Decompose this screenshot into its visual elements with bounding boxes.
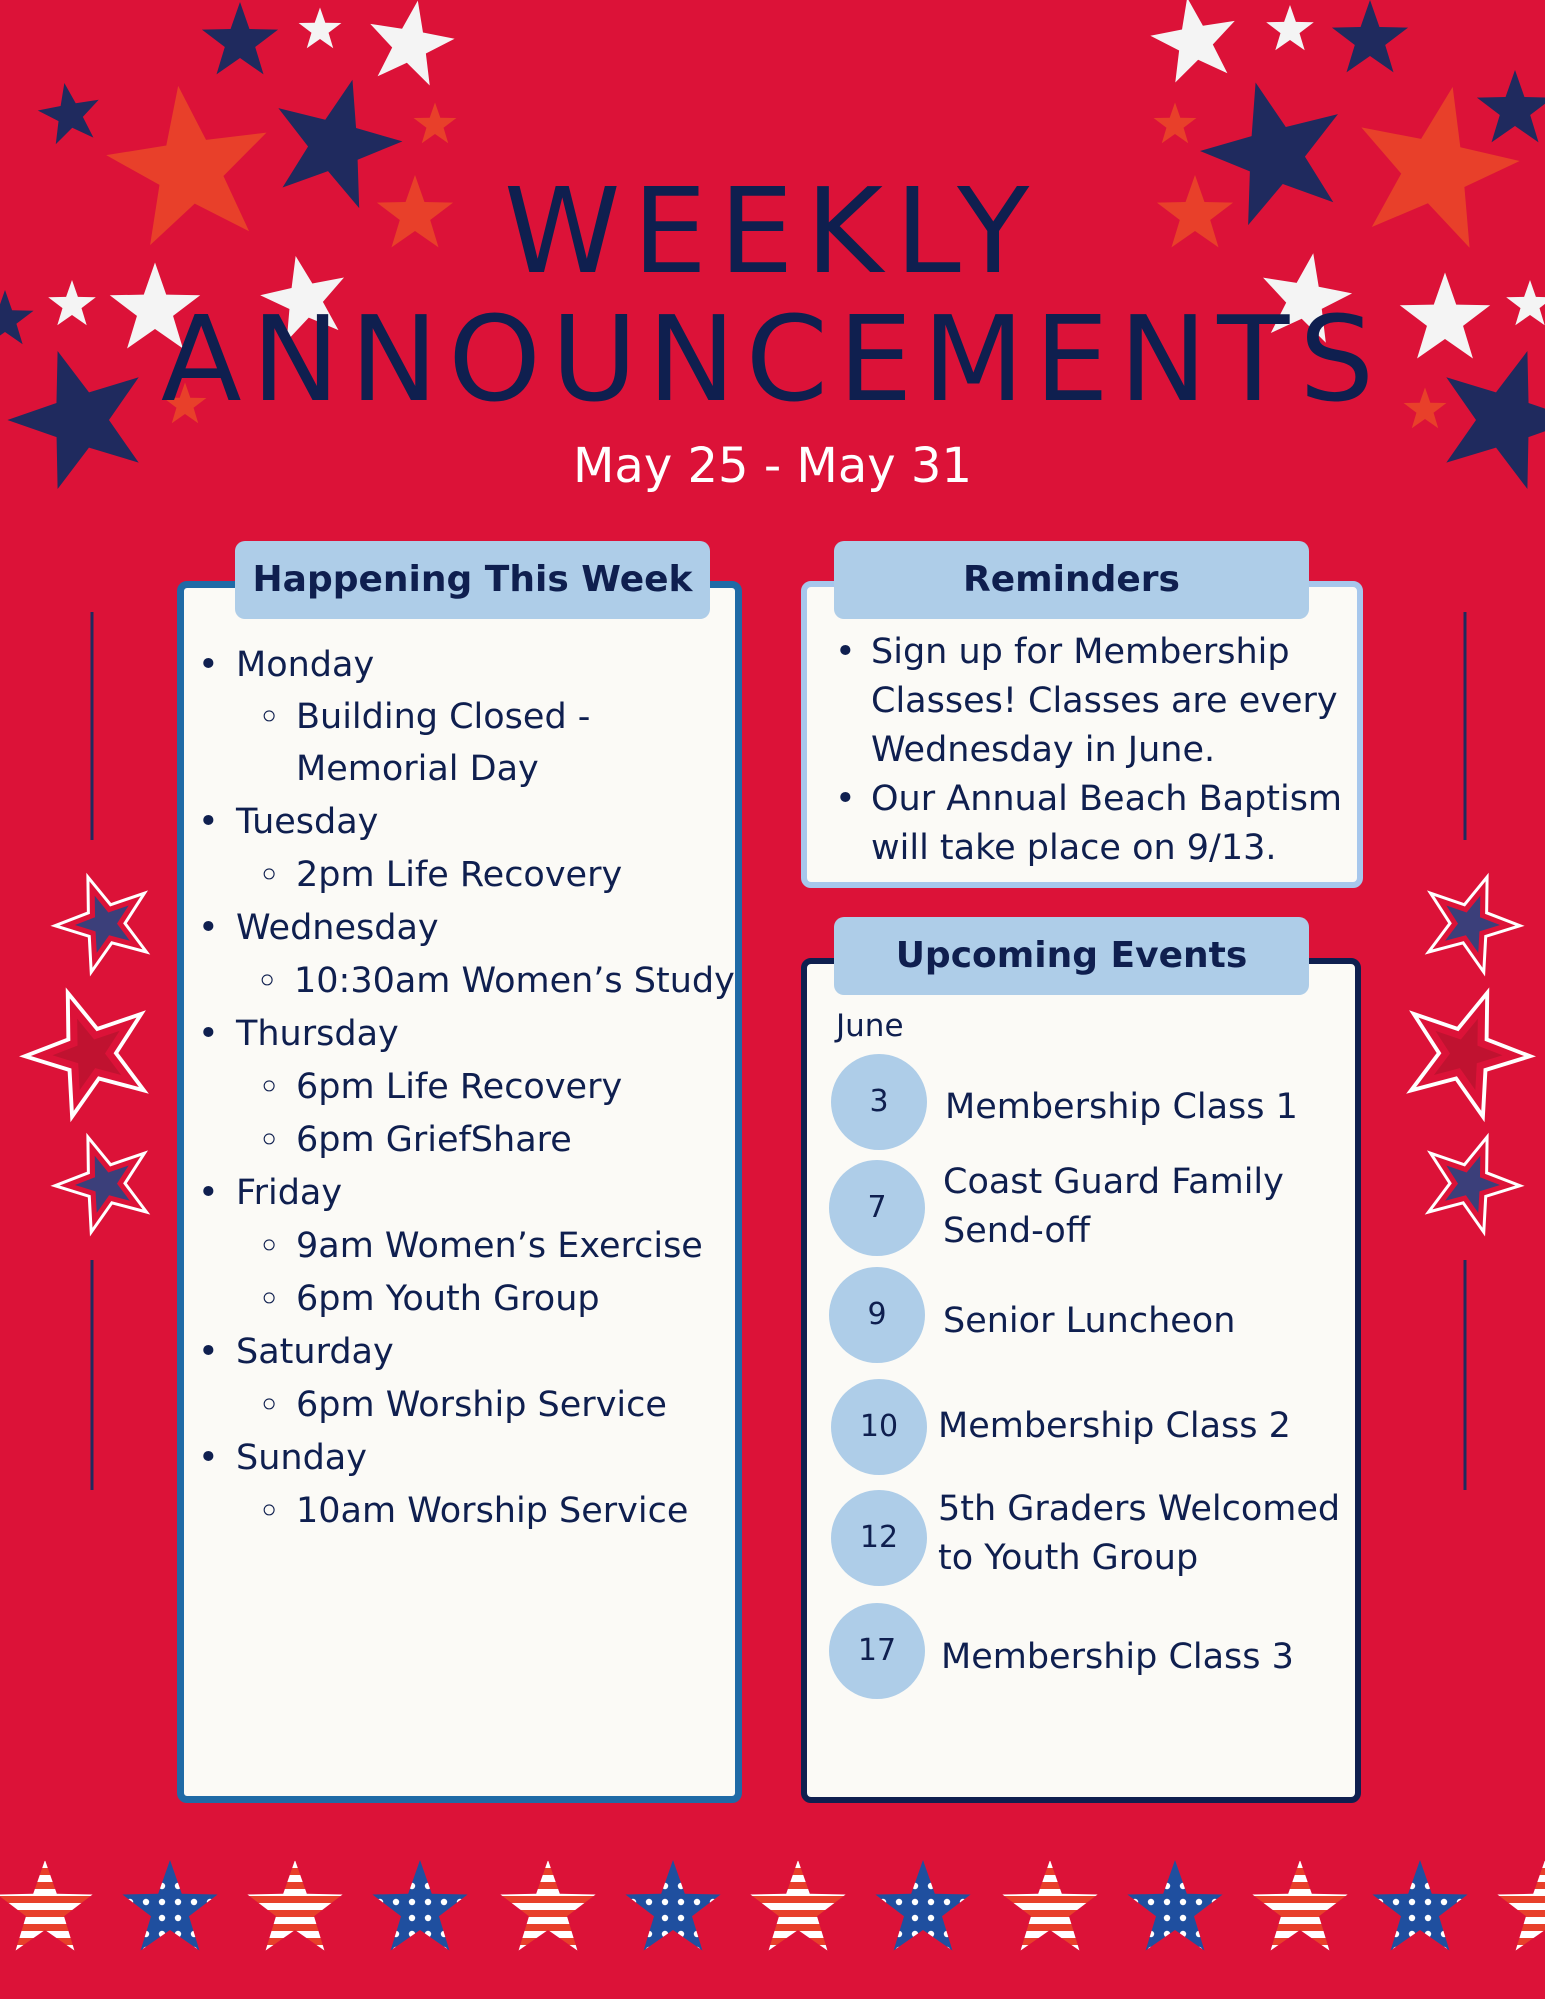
reminder-item: • Sign up for Membership Classes! Classes are every Wednesday in June. [871,628,1351,775]
event-date-badge: 9 [829,1267,925,1363]
event-item: ◦ Building Closed - [296,691,590,743]
reminder-item: • Our Annual Beach Baptism will take place on 9/13. [871,775,1351,873]
day-saturday: • Saturday [236,1326,394,1378]
day-friday: • Friday [236,1167,342,1219]
event-date-badge: 7 [829,1160,925,1256]
reminders-heading: Reminders [834,541,1309,619]
upcoming-heading: Upcoming Events [834,917,1309,995]
event-item: ◦ 2pm Life Recovery [296,849,622,901]
day-tuesday: • Tuesday [236,796,378,848]
event-name: Coast Guard Family Send-off [943,1162,1284,1251]
event-date-badge: 17 [829,1603,925,1699]
event-date-badge: 10 [831,1379,927,1475]
event-name: Membership Class 2 [938,1406,1291,1446]
event-item-continued: Memorial Day [296,749,539,789]
event-item: ◦ 6pm GriefShare [296,1114,572,1166]
event-date-badge: 12 [831,1490,927,1586]
event-date-badge: 3 [831,1054,927,1150]
day-sunday: • Sunday [236,1432,367,1484]
event-name: Senior Luncheon [943,1301,1236,1341]
event-item: ◦ 6pm Youth Group [296,1273,600,1325]
week-heading: Happening This Week [235,541,710,619]
event-name: Membership Class 1 [945,1087,1298,1127]
day-monday: • Monday [236,639,374,691]
event-name: Membership Class 3 [941,1637,1294,1677]
day-wednesday: • Wednesday [236,902,439,954]
event-item: ◦ 6pm Worship Service [296,1379,667,1431]
event-item: ◦ 6pm Life Recovery [296,1061,622,1113]
event-item: ◦ 10am Worship Service [296,1485,688,1537]
event-name: 5th Graders Welcomed to Youth Group [938,1489,1341,1578]
title-line-2: ANNOUNCEMENTS [160,290,1385,428]
event-month: June [836,1008,904,1044]
date-range: May 25 - May 31 [573,438,972,494]
day-thursday: • Thursday [236,1008,399,1060]
event-item: ◦ 9am Women’s Exercise [296,1220,703,1272]
event-item: ◦ 10:30am Women’s Study [294,955,735,1007]
title-line-1: WEEKLY [503,162,1042,300]
